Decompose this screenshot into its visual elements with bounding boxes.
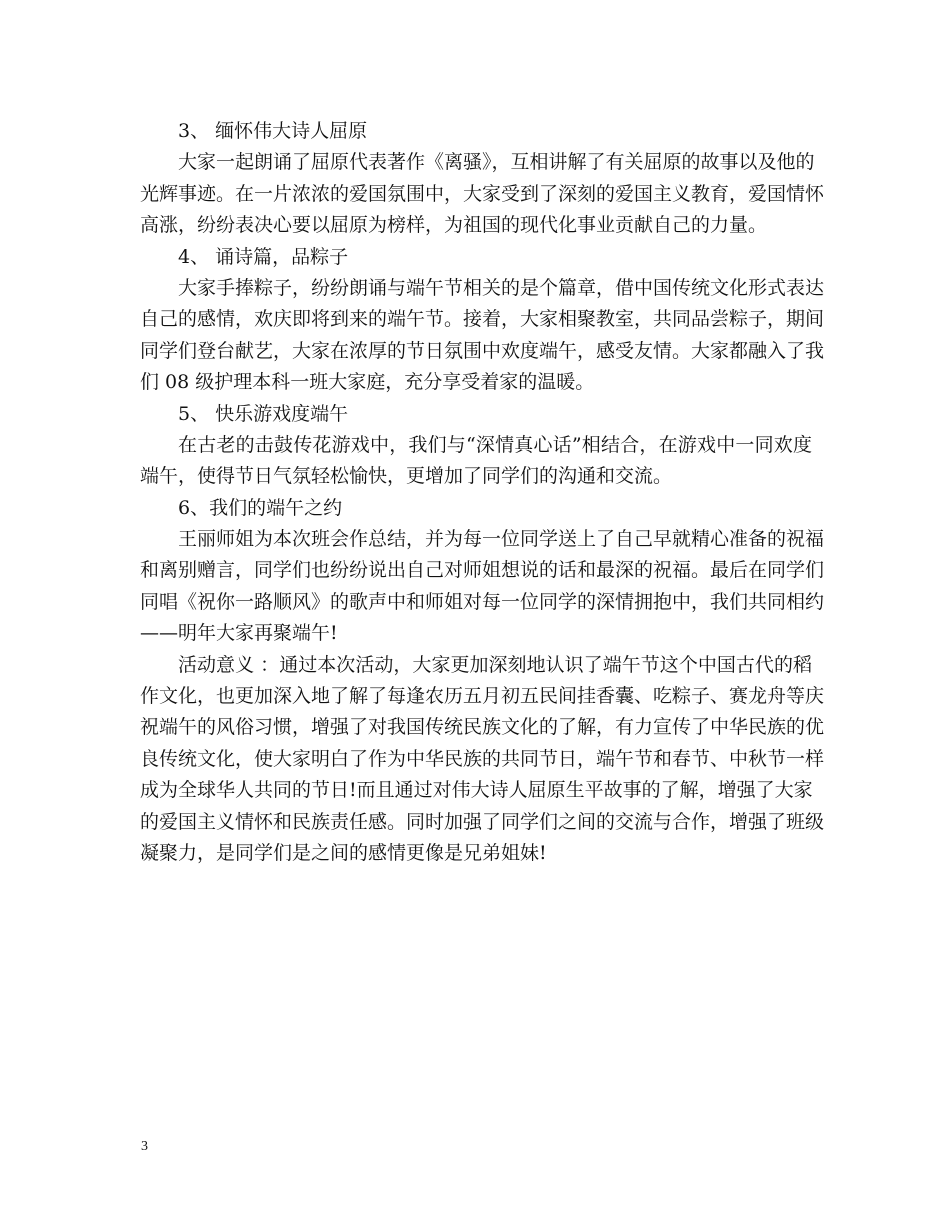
paragraph-line: 大家手捧粽子，纷纷朗诵与端午节相关的是个篇章，借中国传统文化形式表达 xyxy=(178,276,825,299)
paragraph-line: 端午，使得节日气氛轻松愉快，更增加了同学们的沟通和交流。 xyxy=(140,465,673,488)
paragraph-line: 大家一起朗诵了屈原代表著作《离骚》，互相讲解了有关屈原的故事以及他的 xyxy=(178,151,815,174)
section-5 xyxy=(140,399,812,493)
paragraph-line: 凝聚力，是同学们是之间的感情更像是兄弟姐妹! xyxy=(140,841,547,864)
section-6 xyxy=(140,493,825,650)
section-heading: 3、 缅怀伟大诗人屈原 xyxy=(178,120,368,142)
paragraph-line: 同学们登台献艺，大家在浓厚的节日氛围中欢度端午，感受友情。大家都融入了我 xyxy=(140,339,825,362)
paragraph-line: 光辉事迹。在一片浓浓的爱国氛围中，大家受到了深刻的爱国主义教育，爱国情怀 xyxy=(140,182,825,205)
paragraph-line: ——明年大家再聚端午! xyxy=(140,622,338,645)
paragraph-line: 活动意义 ：通过本次活动，大家更加深刻地认识了端午节这个中国古代的稻 xyxy=(178,653,812,676)
paragraph-line: 作文化，也更加深入地了解了每逢农历五月初五民间挂香囊、吃粽子、赛龙舟等庆 xyxy=(140,685,825,708)
paragraph-line: 的爱国主义情怀和民族责任感。同时加强了同学们之间的交流与合作，增强了班级 xyxy=(140,810,825,833)
section-heading: 4、 诵诗篇，品粽子 xyxy=(178,245,349,268)
paragraph-line: 王丽师姐为本次班会作总结，并为每一位同学送上了自己早就精心准备的祝福 xyxy=(178,528,825,551)
page-number: 3 xyxy=(141,1139,148,1154)
paragraph-line: 自己的感情，欢庆即将到来的端午节。接着，大家相聚教室，共同品尝粽子，期间 xyxy=(140,308,825,331)
section-heading: 6、我们的端午之约 xyxy=(178,496,343,519)
section-4 xyxy=(140,242,825,399)
section-3 xyxy=(140,116,825,242)
paragraph-line: 成为全球华人共同的节日!而且通过对伟大诗人屈原生平故事的了解，增强了大家 xyxy=(140,779,813,802)
document-body xyxy=(140,116,825,869)
paragraph-line: 和离别赠言，同学们也纷纷说出自己对师姐想说的话和最深的祝福。最后在同学们 xyxy=(140,559,825,582)
paragraph-line: 在古老的击鼓传花游戏中，我们与“深情真心话”相结合，在游戏中一同欢度 xyxy=(178,433,812,456)
paragraph-line: 高涨，纷纷表决心要以屈原为榜样，为祖国的现代化事业贡献自己的力量。 xyxy=(140,214,768,237)
paragraph-line: 良传统文化，使大家明白了作为中华民族的共同节日，端午节和春节、中秋节一样 xyxy=(140,747,825,770)
paragraph-line: 同唱《祝你一路顺风》的歌声中和师姐对每一位同学的深情拥抱中，我们共同相约 xyxy=(140,590,825,613)
activity-significance xyxy=(140,650,825,870)
section-heading: 5、 快乐游戏度端午 xyxy=(178,402,349,425)
paragraph-line: 们 08 级护理本科一班大家庭，充分享受着家的温暖。 xyxy=(140,371,595,394)
paragraph-line: 祝端午的风俗习惯，增强了对我国传统民族文化的了解，有力宣传了中华民族的优 xyxy=(140,716,825,739)
